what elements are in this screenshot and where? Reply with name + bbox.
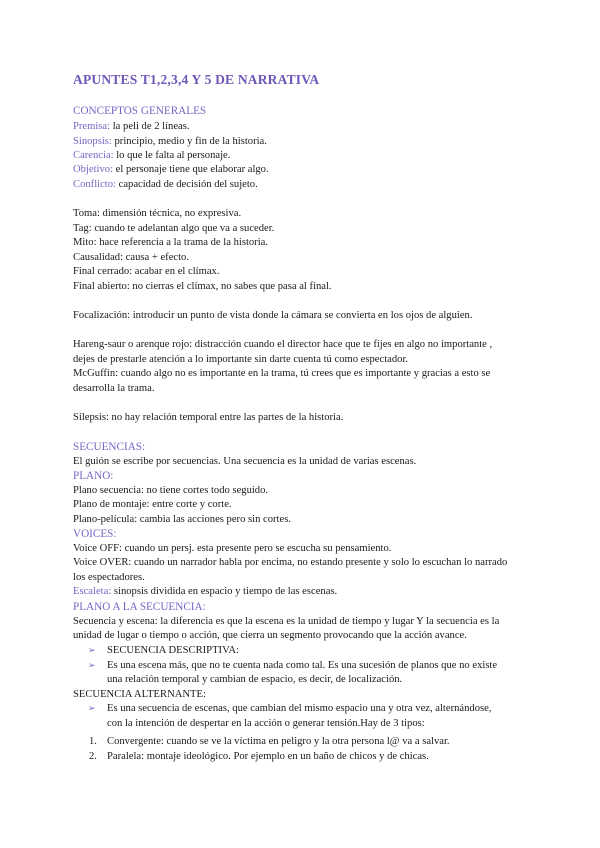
silepsis-paragraph: Silepsis: no hay relación temporal entre las partes de la historia. — [73, 412, 344, 423]
term-definition: principio, medio y fin de la historia. — [111, 136, 267, 147]
paragraph-line: McGuffin: cuando algo no es importante en la trama, tú crees que es importante y gracias a esto se — [73, 368, 491, 379]
concept-conflicto — [73, 178, 258, 192]
term-line: Tag: cuando te adelantan algo que va a suceder. — [73, 223, 275, 234]
term-line: Final cerrado: acabar en el clímax. — [73, 266, 220, 277]
paragraph-line: desarrolla la trama. — [73, 383, 155, 394]
plano-item: Plano secuencia: no tiene cortes todo seguido. — [73, 485, 269, 496]
concept-carencia — [73, 149, 230, 163]
term-line: Toma: dimensión técnica, no expresiva. — [73, 208, 242, 219]
bullet-item-text: una relación temporal y cambian de espacio, es decir, de localización. — [107, 674, 403, 685]
voices-item: Voice OVER: cuando un narrador habla por encima, no estando presente y solo lo escuchan lo narrado — [73, 557, 508, 568]
bullet-item-text: con la intención de despertar en la acción o generar tensión.Hay de 3 tipos: — [107, 718, 425, 729]
voices-item: Voice OFF: cuando un persj. esta presente pero se escucha su pensamiento. — [73, 543, 392, 554]
concept-premisa — [73, 120, 190, 134]
term-label: Sinopsis: — [73, 136, 112, 147]
section-heading-plano: PLANO: — [73, 470, 114, 482]
paragraph-line: Hareng-saur o arenque rojo: distracción cuando el director hace que te fijes en algo no importante , — [73, 339, 493, 350]
term-label: Premisa: — [73, 121, 111, 132]
numbered-item: Paralela: montaje ideológico. Por ejemplo en un baño de chicos y de chicas. — [107, 751, 429, 762]
arrow-bullet-icon: ➢ — [88, 646, 96, 656]
bullet-item-descriptiva: SECUENCIA DESCRIPTIVA: — [107, 645, 239, 656]
list-number: 2. — [89, 751, 97, 762]
numbered-item: Convergente: cuando se ve la víctima en peligro y la otra persona l@ va a salvar. — [107, 736, 450, 747]
arrow-bullet-icon: ➢ — [88, 704, 96, 714]
term-definition: la peli de 2 líneas. — [110, 121, 190, 132]
bullet-item-text: Es una escena más, que no te cuenta nada como tal. Es una sucesión de planos que no existe — [107, 660, 498, 671]
term-definition: capacidad de decisión del sujeto. — [115, 179, 258, 190]
term-line: Final abierto: no cierras el clímax, no sabes que pasa al final. — [73, 281, 332, 292]
term-line: Mito: hace referencia a la trama de la historia. — [73, 237, 269, 248]
term-definition: sinopsis dividida en espacio y tiempo de las escenas. — [111, 586, 338, 597]
paragraph-line: dejes de prestarle atención a lo importante sin darte cuenta tú como espectador. — [73, 354, 409, 365]
paragraph-line: El guión se escribe por secuencias. Una secuencia es la unidad de varias escenas. — [73, 456, 417, 467]
paragraph-line: unidad de lugar o tiempo o acción, que cierra un segmento provocando que la acción avance. — [73, 630, 467, 641]
paragraph-line: Secuencia y escena: la diferencia es que la escena es la unidad de tiempo y lugar Y la secuencia es la — [73, 616, 500, 627]
escaleta-line — [73, 585, 337, 599]
document-title: APUNTES T1,2,3,4 Y 5 DE NARRATIVA — [73, 72, 320, 87]
term-label: Conflicto: — [73, 179, 116, 190]
term-definition: el personaje tiene que elaborar algo. — [113, 164, 269, 175]
section-heading-conceptos: CONCEPTOS GENERALES — [73, 105, 207, 117]
section-heading-voices: VOICES: — [73, 528, 117, 540]
term-label: Objetivo: — [73, 164, 114, 175]
list-number: 1. — [89, 736, 97, 747]
plano-item: Plano de montaje: entre corte y corte. — [73, 499, 232, 510]
focalizacion-paragraph: Focalización: introducir un punto de vista donde la cámara se convierta en los ojos de alguien. — [73, 310, 473, 321]
section-heading-plano-secuencia: PLANO A LA SECUENCIA: — [73, 601, 206, 613]
arrow-bullet-icon: ➢ — [88, 661, 96, 671]
term-line: Causalidad: causa + efecto. — [73, 252, 189, 263]
term-label: Escaleta: — [73, 586, 112, 597]
section-heading-secuencias: SECUENCIAS: — [73, 441, 146, 453]
bullet-item-text: Es una secuencia de escenas, que cambian del mismo espacio una y otra vez, alternándose, — [107, 703, 492, 714]
term-label: Carencia: — [73, 150, 114, 161]
concept-sinopsis — [73, 135, 267, 149]
voices-item: los espectadores. — [73, 572, 145, 583]
plano-item: Plano-película: cambia las acciones pero sin cortes. — [73, 514, 291, 525]
term-definition: lo que le falta al personaje. — [113, 150, 231, 161]
concept-objetivo — [73, 163, 269, 177]
section-heading-alternante: SECUENCIA ALTERNANTE: — [73, 689, 206, 700]
